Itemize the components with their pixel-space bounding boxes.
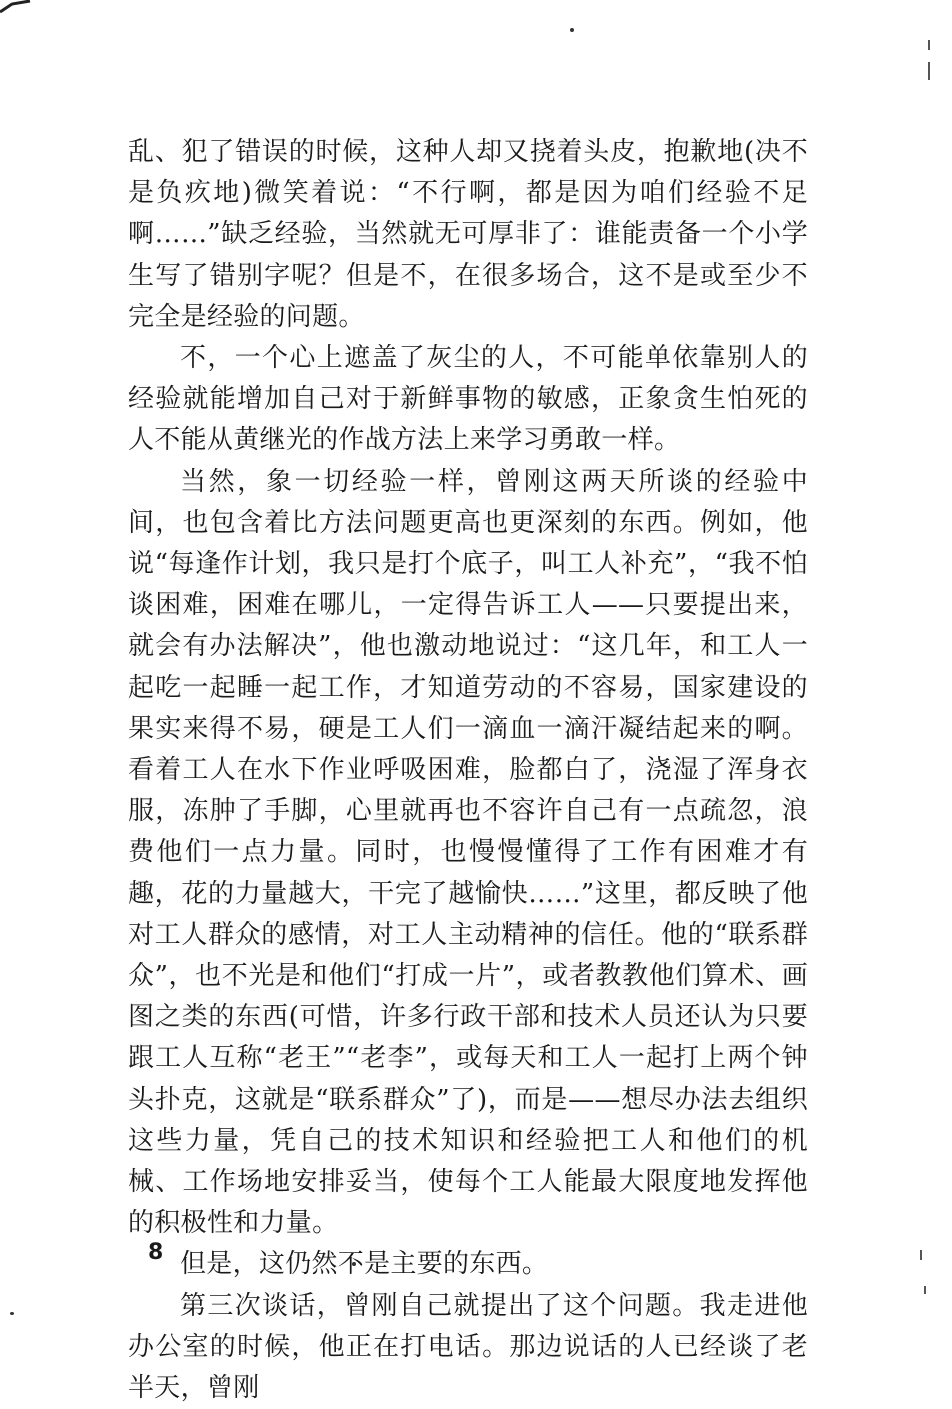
scan-edge-mark bbox=[924, 1286, 926, 1294]
scan-edge-mark bbox=[928, 62, 930, 80]
paragraph: 当然，象一切经验一样，曾刚这两天所谈的经验中间，也包含着比方法问题更高也更深刻的东西。例如，他说“每逢作计划，我只是打个底子，叫工人补充”，“我不怕谈困难，困难在哪儿，一定得告诉工人——只要提出来，就会有办法解决”，他也激动地说过：“这几年，和工人一起吃一起睡一起工作，才知道劳动的不容易，国家建设的果实来得不易，硬是工人们一滴血一滴汗凝结起来的啊。看着工人在水下作业呼吸困难，脸都白了，浇湿了浑身衣服，冻肿了手脚，心里就再也不容许自己有一点疏忽，浪费他们一点力量。同时，也慢慢懂得了工作有困难才有趣，花的力量越大，干完了越愉快……”这里，都反映了他对工人群众的感情，对工人主动精神的信任。他的“联系群众”，也不光是和他们“打成一片”，或者教教他们算术、画图之类的东西(可惜，许多行政干部和技术人员还认为只要跟工人互称“老王”“老李”，或每天和工人一起打上两个钟头扑克，这就是“联系群众”了)，而是——想尽办法去组织这些力量，凭自己的技术知识和经验把工人和他们的机械、工作场地安排妥当，使每个工人能最大限度地发挥他的积极性和力量。 bbox=[128, 466, 808, 1239]
body-text bbox=[128, 132, 808, 1409]
scan-edge-mark bbox=[928, 40, 930, 50]
scan-speck bbox=[570, 28, 574, 32]
paragraph: 乱、犯了错误的时候，这种人却又挠着头皮，抱歉地(决不是负疚地)微笑着说：“不行啊，都是因为咱们经验不足啊……”缺乏经验，当然就无可厚非了：谁能责备一个小学生写了错别字呢？但是不，在很多场合，这不是或至少不完全是经验的问题。 bbox=[128, 137, 808, 332]
paragraph: 第三次谈话，曾刚自己就提出了这个问题。我走进他办公室的时候，他正在打电话。那边说话的人已经谈了老半天，曾刚 bbox=[128, 1290, 808, 1404]
scan-corner-mark bbox=[0, 0, 32, 14]
scan-speck bbox=[10, 1312, 14, 1315]
paragraph: 不，一个心上遮盖了灰尘的人，不可能单依靠别人的经验就能增加自己对于新鲜事物的敏感，正象贪生怕死的人不能从黄继光的作战方法上来学习勇敢一样。 bbox=[128, 343, 808, 456]
scan-edge-mark bbox=[920, 1250, 922, 1260]
paragraph: 但是，这仍然不是主要的东西。 bbox=[180, 1249, 549, 1280]
page-number: 8 bbox=[148, 1240, 164, 1265]
